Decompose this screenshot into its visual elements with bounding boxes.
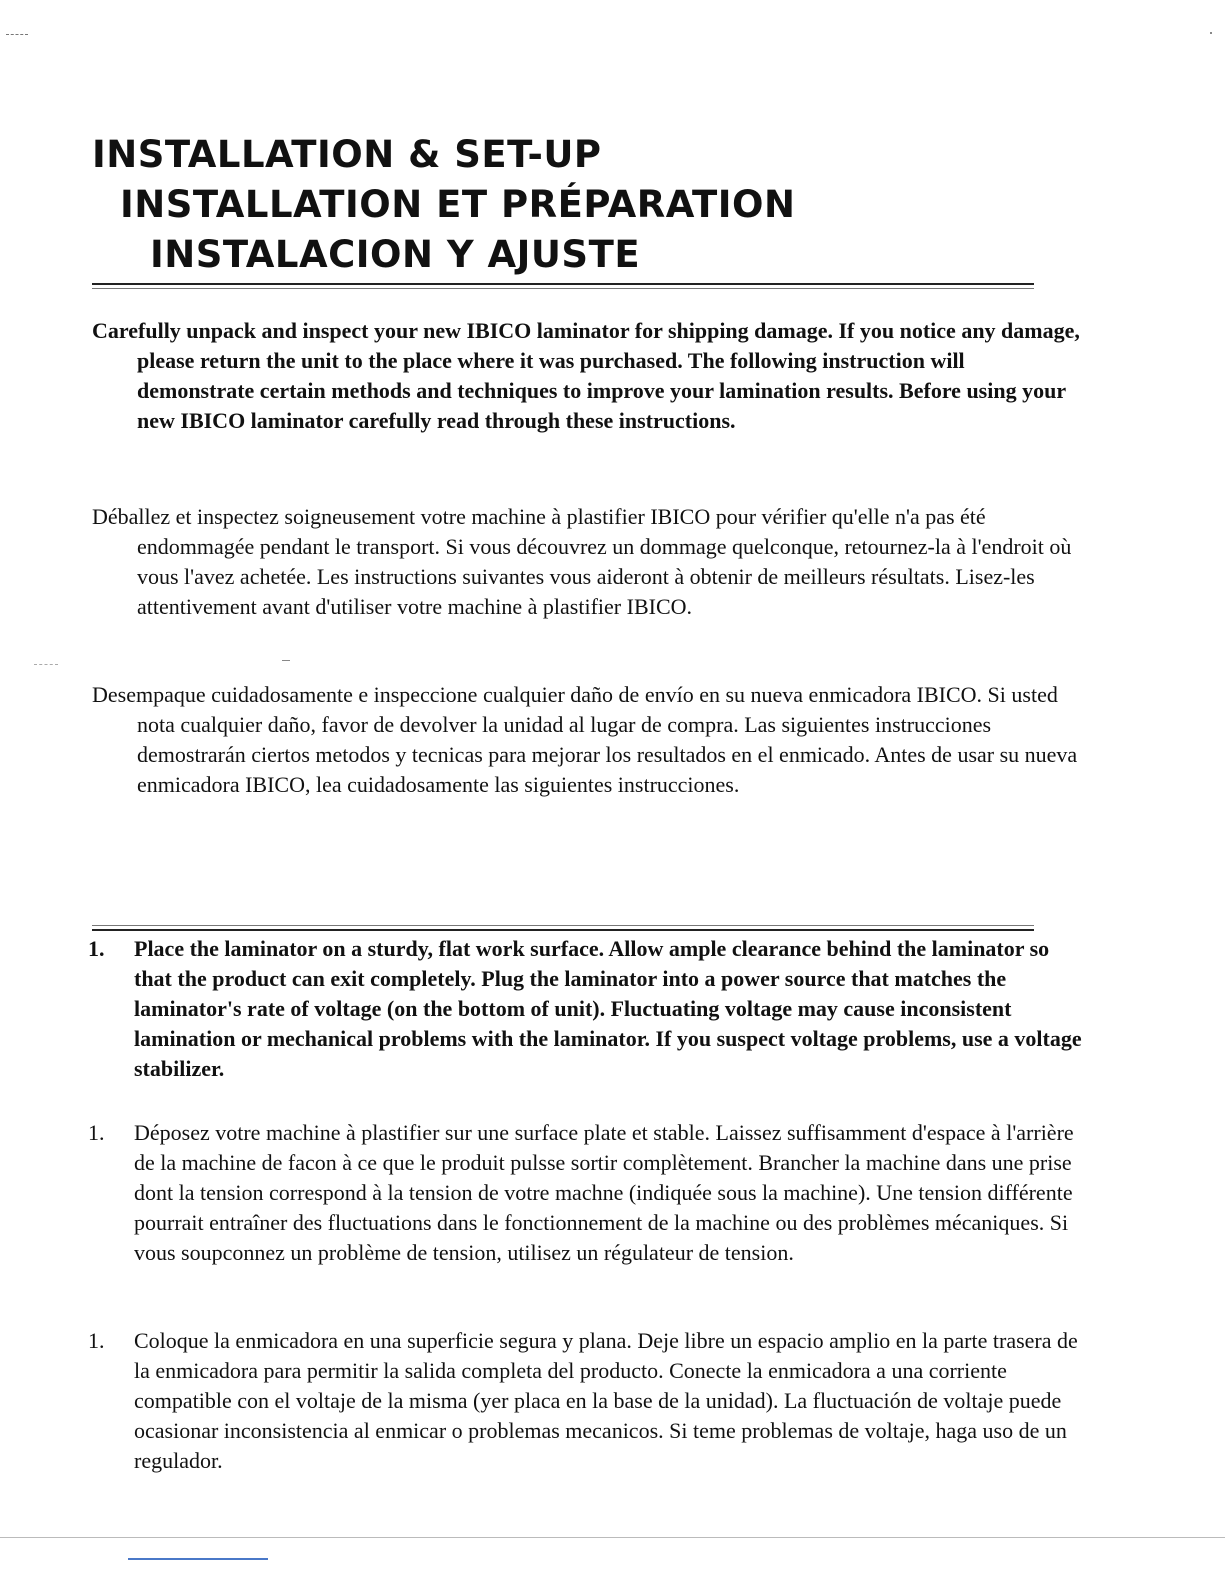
- title-divider: [92, 283, 1034, 285]
- scan-mark-bottom: [128, 1558, 268, 1560]
- intro-spanish: Desempaque cuidadosamente e inspeccione cualquier daño de envío en su nueva enmicadora IBICO. Si usted nota cualquier daño, favor de devolver la unidad al lugar de compra. Las siguientes instrucciones demostrarán ciertos metodos y tecnicas para mejorar los resultados en el enmicado. Antes de usar su nueva enmicadora IBICO, lea cuidadosamente las siguientes instrucciones.: [92, 682, 1078, 797]
- title-spanish: INSTALACION Y AJUSTE: [150, 233, 641, 276]
- step-number: 1.: [88, 1120, 105, 1145]
- intro-english: Carefully unpack and inspect your new IBICO laminator for shipping damage. If you notice any damage, please return the unit to the place where it was purchased. The following instruction will demonstrate certain methods and techniques to improve your lamination results. Before using your new IBICO laminator carefully read through these instructions.: [92, 318, 1080, 433]
- steps-divider-secondary: [92, 925, 1034, 926]
- step-1-spanish: [88, 1326, 1084, 1476]
- step-text: Déposez votre machine à plastifier sur une surface plate et stable. Laissez suffisamment d'espace à l'arrière de la machine de facon à ce que le produit pulsse sortir complètement. Brancher la machine dans une prise dont la tension correspond à la tension de votre machne (indiquée sous la machine). Une tension différente pourrait entraîner des fluctuations dans le fonctionnement de la machine ou des problèmes mécaniques. Si vous soupconnez un problème de tension, utilisez un régulateur de tension.: [134, 1120, 1074, 1265]
- scan-mark-left: [34, 664, 58, 666]
- step-number: 1.: [88, 1328, 105, 1353]
- step-text: Place the laminator on a sturdy, flat work surface. Allow ample clearance behind the laminator so that the product can exit completely. Plug the laminator into a power source that matches the laminator's rate of voltage (on the bottom of unit). Fluctuating voltage may cause inconsistent lamination or mechanical problems with the laminator. If you suspect voltage problems, use a voltage stabilizer.: [134, 936, 1082, 1081]
- step-1-english: [88, 934, 1084, 1084]
- step-text: Coloque la enmicadora en una superficie segura y plana. Deje libre un espacio amplio en la parte trasera de la enmicadora para permitir la salida completa del producto. Conecte la enmicadora a una corriente compatible con el voltaje de la misma (yer placa en la base de la unidad). La fluctuación de voltaje puede ocasionar inconsistencia al enmicar o problemas mecanicos. Si teme problemas de voltaje, haga uso de un regulador.: [134, 1328, 1078, 1473]
- step-1-french: [88, 1118, 1084, 1268]
- scan-mark-top-right: [1210, 32, 1212, 34]
- steps-divider: [92, 929, 1034, 931]
- step-number: 1.: [88, 936, 105, 961]
- page-bottom-edge: [0, 1537, 1225, 1538]
- title-divider-secondary: [92, 288, 1034, 289]
- scan-mark-top-left: [6, 34, 28, 36]
- title-french: INSTALLATION ET PRÉPARATION: [120, 183, 796, 226]
- intro-french: Déballez et inspectez soigneusement votre machine à plastifier IBICO pour vérifier qu'elle n'a pas été endommagée pendant le transport. Si vous découvrez un dommage quelconque, retournez-la à l'endroit où vous l'avez achetée. Les instructions suivantes vous aideront à obtenir de meilleurs résultats. Lisez-les attentivement avant d'utiliser votre machine à plastifier IBICO.: [92, 504, 1072, 619]
- title-english: INSTALLATION & SET-UP: [92, 133, 602, 176]
- scan-mark-stray: [282, 660, 290, 661]
